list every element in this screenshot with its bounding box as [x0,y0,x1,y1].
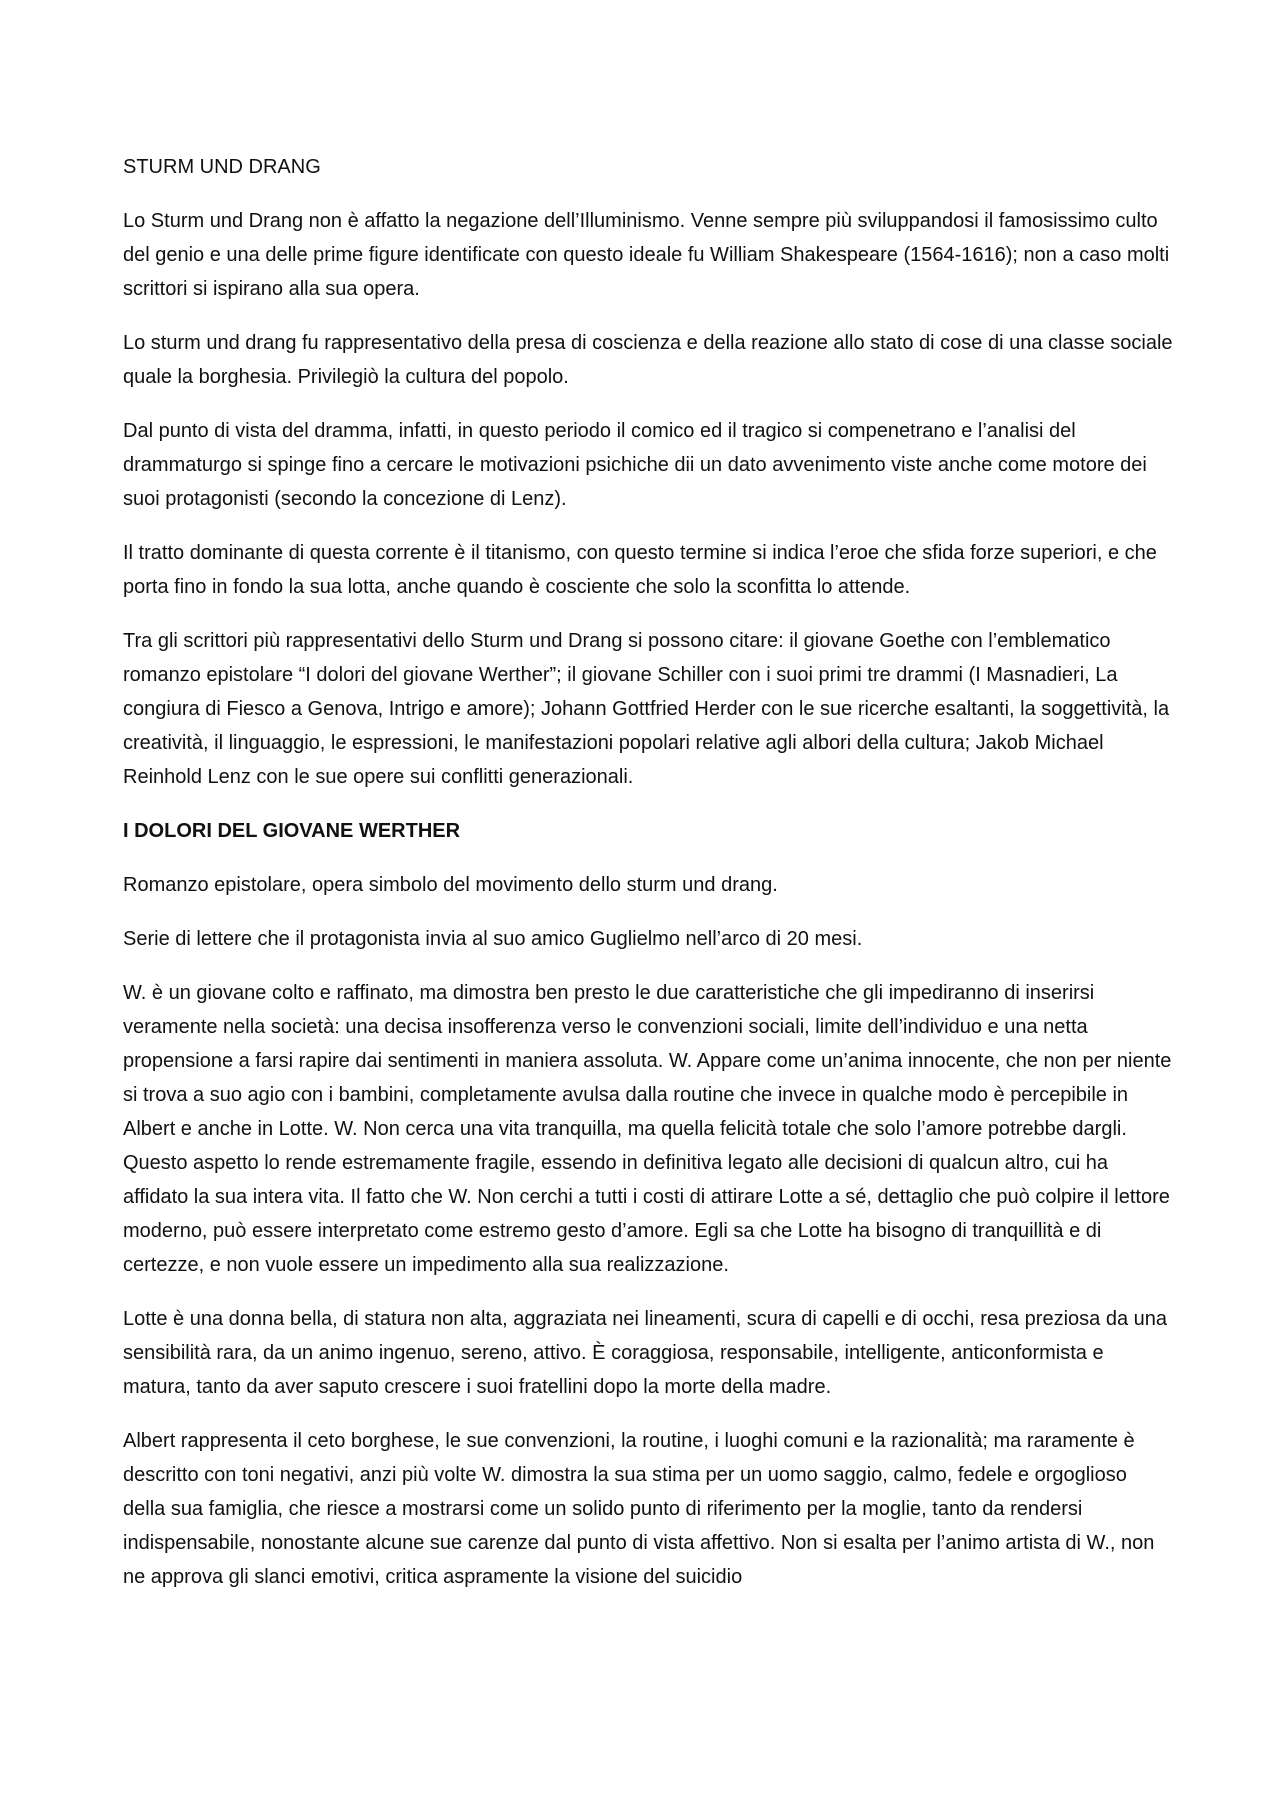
paragraph: Lo Sturm und Drang non è affatto la negazione dell’Illuminismo. Venne sempre più sviluppandosi il famosissimo culto del genio e una delle prime figure identificate con questo ideale fu William Shakespeare (1564-1616); non a caso molti scrittori si ispirano alla sua opera. [123,210,1170,300]
section-heading: I DOLORI DEL GIOVANE WERTHER [123,820,461,842]
paragraph: Dal punto di vista del dramma, infatti, in questo periodo il comico ed il tragico si compenetrano e l’analisi del drammaturgo si spinge fino a cercare le motivazioni psichiche dii un dato avvenimento viste anche come motore dei suoi protagonisti (secondo la concezione di Lenz). [123,420,1147,510]
paragraph: W. è un giovane colto e raffinato, ma dimostra ben presto le due caratteristiche che gli impediranno di inserirsi veramente nella società: una decisa insofferenza verso le convenzioni sociali, limite dell’individuo e una netta propensione a farsi rapire dai sentimenti in maniera assoluta. W. Appare come un’anima innocente, che non per niente si trova a suo agio con i bambini, completamente avulsa dalla routine che invece in qualche modo è percepibile in Albert e anche in Lotte. W. Non cerca una vita tranquilla, ma quella felicità totale che solo l’amore potrebbe dargli. Questo aspetto lo rende estremamente fragile, essendo in definitiva legato alle decisioni di qualcun altro, cui ha affidato la sua intera vita. Il fatto che W. Non cerchi a tutti i costi di attirare Lotte a sé, dettaglio che può colpire il lettore moderno, può essere interpretato come estremo gesto d’amore. Egli sa che Lotte ha bisogno di tranquillità e di certezze, e non vuole essere un impedimento alla sua realizzazione. [123,982,1172,1276]
paragraph: Serie di lettere che il protagonista invia al suo amico Guglielmo nell’arco di 20 mesi. [123,928,863,950]
document-title: STURM UND DRANG [123,156,321,178]
document-page [123,150,1173,1614]
paragraph: Lo sturm und drang fu rappresentativo della presa di coscienza e della reazione allo stato di cose di una classe sociale quale la borghesia. Privilegiò la cultura del popolo. [123,332,1173,388]
paragraph: Lotte è una donna bella, di statura non alta, aggraziata nei lineamenti, scura di capelli e di occhi, resa preziosa da una sensibilità rara, da un animo ingenuo, sereno, attivo. È coraggiosa, responsabile, intelligente, anticonformista e matura, tanto da aver saputo crescere i suoi fratellini dopo la morte della madre. [123,1308,1168,1398]
paragraph: Romanzo epistolare, opera simbolo del movimento dello sturm und drang. [123,874,778,896]
paragraph: Albert rappresenta il ceto borghese, le sue convenzioni, la routine, i luoghi comuni e la razionalità; ma raramente è descritto con toni negativi, anzi più volte W. dimostra la sua stima per un uomo saggio, calmo, fedele e orgoglioso della sua famiglia, che riesce a mostrarsi come un solido punto di riferimento per la moglie, tanto da rendersi indispensabile, nonostante alcune sue carenze dal punto di vista affettivo. Non si esalta per l’animo artista di W., non ne approva gli slanci emotivi, critica aspramente la visione del suicidio [123,1430,1155,1588]
paragraph: Tra gli scrittori più rappresentativi dello Sturm und Drang si possono citare: il giovane Goethe con l’emblematico romanzo epistolare “I dolori del giovane Werther”; il giovane Schiller con i suoi primi tre drammi (I Masnadieri, La congiura di Fiesco a Genova, Intrigo e amore); Johann Gottfried Herder con le sue ricerche esaltanti, la soggettività, la creatività, il linguaggio, le espressioni, le manifestazioni popolari relative agli albori della cultura; Jakob Michael Reinhold Lenz con le sue opere sui conflitti generazionali. [123,630,1170,788]
paragraph: Il tratto dominante di questa corrente è il titanismo, con questo termine si indica l’eroe che sfida forze superiori, e che porta fino in fondo la sua lotta, anche quando è cosciente che solo la sconfitta lo attende. [123,542,1157,598]
